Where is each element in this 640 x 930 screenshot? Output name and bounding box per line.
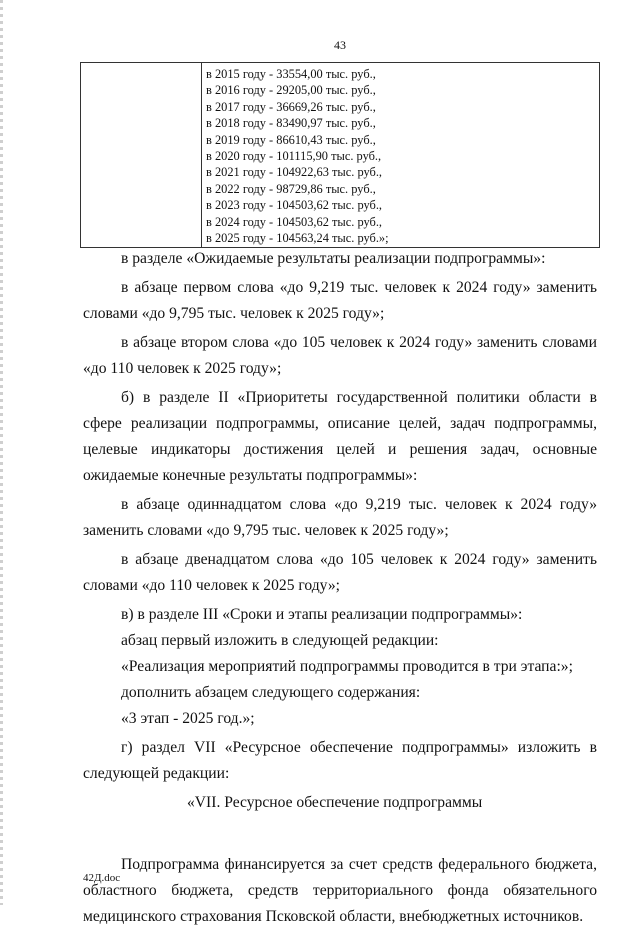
paragraph-section-results: в разделе «Ожидаемые результаты реализации подпрограммы»: <box>121 250 546 267</box>
paragraph-first-abzac-edit: абзац первый изложить в следующей редакции: <box>121 632 439 649</box>
document-body <box>83 246 597 930</box>
financing-row: в 2017 году - 36669,26 тыс. руб., <box>206 99 376 114</box>
financing-row: в 2023 году - 104503,62 тыс. руб., <box>206 198 383 213</box>
financing-row: в 2020 году - 101115,90 тыс. руб., <box>206 149 382 164</box>
paragraph-financing: Подпрограмма финансируется за счет средств федерального бюджета, областного бюджета, средств территориального фонда обязательного медицинского страхования Псковской области, внебюджетных источников. <box>83 856 597 925</box>
section-heading: «VII. Ресурсное обеспечение подпрограммы <box>187 794 483 811</box>
financing-row: в 2025 году - 104563,24 тыс. руб.»; <box>206 231 389 246</box>
financing-row: в 2021 году - 104922,63 тыс. руб., <box>206 165 383 180</box>
paragraph-second-abzac: в абзаце втором слова «до 105 человек к 2024 году» заменить словами «до 110 человек к 2025 году»; <box>83 334 597 377</box>
financing-row: в 2019 году - 86610,43 тыс. руб., <box>206 132 376 147</box>
paragraph-three-stages: «Реализация мероприятий подпрограммы проводится в три этапа:»; <box>121 658 573 675</box>
page-number: 43 <box>334 38 346 52</box>
table-right-cell <box>202 63 599 247</box>
paragraph-section-ii: б) в разделе II «Приоритеты государственной политики области в сфере реализации подпрограммы, описание целей, задач подпрограммы, целевые индикаторы достижения целей и решения задач, основные ожидаемые конечные результаты подпрограммы»: <box>83 389 597 484</box>
financing-table <box>80 62 600 248</box>
financing-row: в 2022 году - 98729,86 тыс. руб., <box>206 181 376 196</box>
paragraph-twelfth-abzac: в абзаце двенадцатом слова «до 105 человек к 2024 году» заменить словами «до 110 человек к 2025 году»; <box>83 551 597 594</box>
paragraph-first-abzac: в абзаце первом слова «до 9,219 тыс. человек к 2024 году» заменить словами «до 9,795 тыс. человек к 2025 году»; <box>83 279 597 322</box>
paragraph-add-abzac: дополнить абзацем следующего содержания: <box>121 684 421 701</box>
paragraph-stage-three: «3 этап - 2025 год.»; <box>121 710 255 727</box>
financing-row: в 2015 году - 33554,00 тыс. руб., <box>206 67 376 81</box>
footer-filename: 42Д.doc <box>83 872 121 884</box>
paragraph-section-vii: г) раздел VII «Ресурсное обеспечение подпрограммы» изложить в следующей редакции: <box>83 739 597 782</box>
paragraph-eleventh-abzac: в абзаце одиннадцатом слова «до 9,219 тыс. человек к 2024 году» заменить словами «до 9,795 тыс. человек к 2025 году»; <box>83 496 597 539</box>
financing-row: в 2024 году - 104503,62 тыс. руб., <box>206 214 383 229</box>
paragraph-section-iii: в) в разделе III «Сроки и этапы реализации подпрограммы»: <box>121 606 523 623</box>
table-left-cell <box>81 63 202 247</box>
financing-row: в 2018 году - 83490,97 тыс. руб., <box>206 116 376 131</box>
scan-edge <box>0 0 3 905</box>
financing-row: в 2016 году - 29205,00 тыс. руб., <box>206 83 376 98</box>
